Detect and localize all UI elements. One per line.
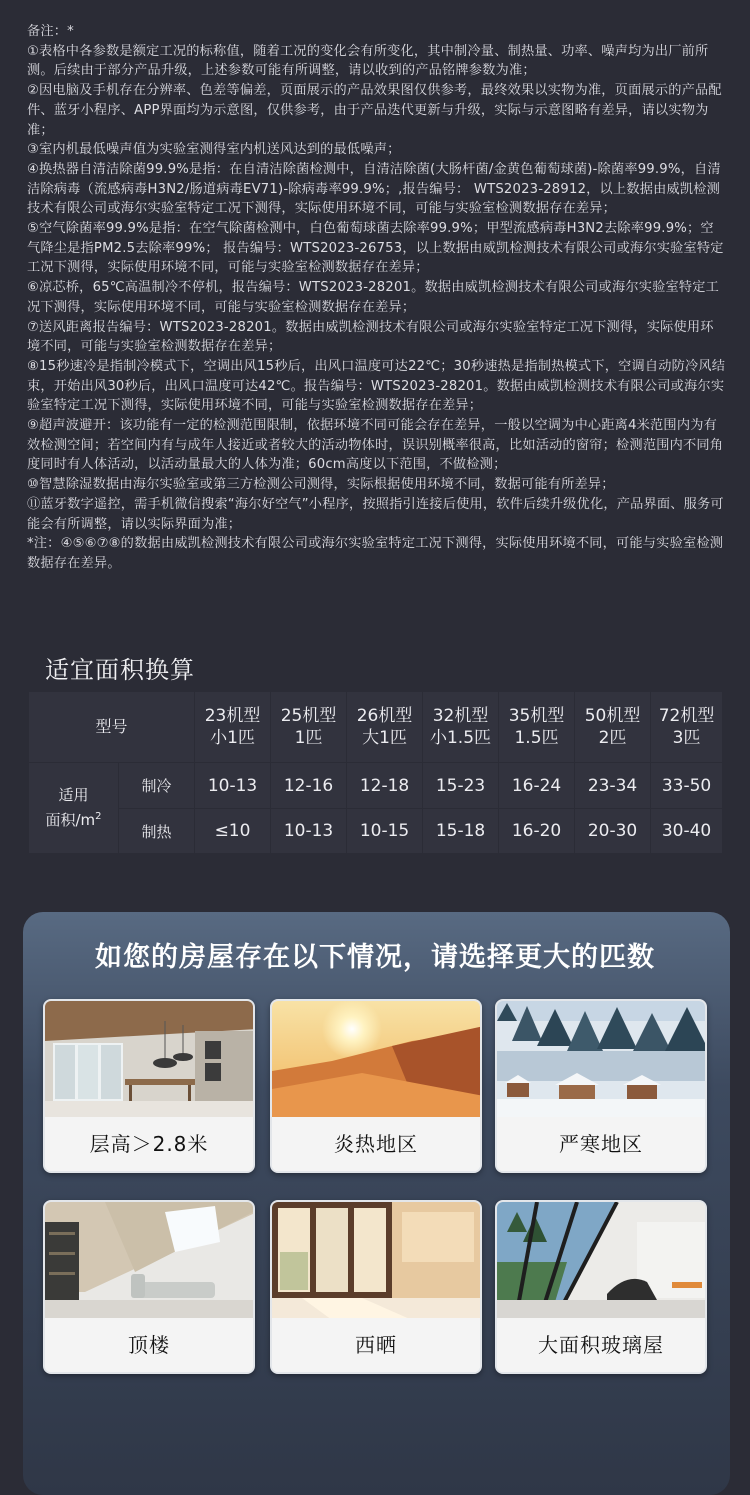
situation-label: 严寒地区 bbox=[497, 1117, 705, 1171]
situation-label: 西晒 bbox=[272, 1318, 480, 1372]
area-table bbox=[28, 691, 723, 854]
model-name: 32机型 bbox=[432, 706, 489, 726]
high-ceiling-photo bbox=[45, 1001, 253, 1119]
model-hp: 1.5匹 bbox=[514, 728, 559, 748]
cooling-value: 12-16 bbox=[271, 763, 347, 809]
heating-value: 16-20 bbox=[499, 809, 575, 854]
desert-photo bbox=[272, 1001, 480, 1119]
heating-label: 制热 bbox=[119, 809, 195, 854]
model-hp: 小1匹 bbox=[210, 728, 255, 748]
note-item: ⑪蓝牙数字遥控，需手机微信搜索“海尔好空气”小程序，按照指引连接后使用，软件后续升级优化，产品界面、服务可能会有所调整，请以实际界面为准； bbox=[27, 496, 724, 532]
model-header-cell: 型号 bbox=[29, 692, 195, 763]
model-name: 72机型 bbox=[658, 706, 715, 726]
sunlit-window-photo bbox=[272, 1202, 480, 1320]
glass-room-photo bbox=[497, 1202, 705, 1320]
situation-card-high-ceiling bbox=[43, 999, 255, 1173]
model-cell bbox=[651, 692, 723, 763]
situation-card-hot-region bbox=[270, 999, 482, 1173]
situation-card-glass-room bbox=[495, 1200, 707, 1374]
model-name: 26机型 bbox=[356, 706, 413, 726]
note-item: ①表格中各参数是额定工况的标称值，随着工况的变化会有所变化，其中制冷量、制热量、功率、噪声均为出厂前所测。后续由于部分产品升级，上述参数可能有所调整，请以收到的产品铭牌参数为准； bbox=[27, 43, 709, 79]
area-label-cell bbox=[29, 763, 119, 854]
note-item: ④换热器自清洁除菌99.9%是指：在自清洁除菌检测中，自清洁除菌(大肠杆菌/金黄色葡萄球菌)-除菌率99.9%，自清洁除病毒（流感病毒H3N2/肠道病毒EV71)-除病毒率99.9%；,报告编号： WTS2023-28912，以上数据由威凯检测技术有限公司或海尔实验室特定工况下测得，实际使用环境不同，可能与实验室检测数据存在差异； bbox=[27, 161, 721, 217]
cooling-value: 15-23 bbox=[423, 763, 499, 809]
note-item: ⑨超声波避开：该功能有一定的检测范围限制，依据环境不同可能会存在差异，一般以空调为中心距离4米范围内为有效检测空间；若空间内有与成年人接近或者较大的活动物体时，误识别概率很高，比如活动的窗帘；检测范围内不同角度同时有人体活动，以活动量最大的人体为准；60cm高度以下范围，不做检测； bbox=[27, 418, 724, 473]
cooling-value: 16-24 bbox=[499, 763, 575, 809]
model-hp: 3匹 bbox=[672, 728, 701, 748]
area-label-line2: 面积/m bbox=[45, 811, 96, 829]
situation-card-cold-region bbox=[495, 999, 707, 1173]
situation-label: 顶楼 bbox=[45, 1318, 253, 1372]
situation-label: 层高＞2.8米 bbox=[45, 1117, 253, 1171]
situation-label: 炎热地区 bbox=[272, 1117, 480, 1171]
note-item: ⑥凉芯桥，65℃高温制冷不停机，报告编号：WTS2023-28201。数据由威凯检测技术有限公司或海尔实验室特定工况下测得，实际使用环境不同，可能与实验室检测数据存在差异； bbox=[27, 280, 720, 315]
cooling-row bbox=[29, 763, 723, 809]
note-item: ⑤空气除菌率99.9%是指：在空气除菌检测中，白色葡萄球菌去除率99.9%；甲型流感病毒H3N2去除率99.9%；空气降尘是指PM2.5去除率99%； 报告编号：WTS2023-26753，以上数据由威凯检测技术有限公司或海尔实验室特定工况下测得，实际使用环境不同，可能与实验室检测数据存在差异； bbox=[27, 221, 724, 276]
situation-card-west-sun bbox=[270, 1200, 482, 1374]
area-section-title: 适宜面积换算 bbox=[45, 656, 195, 684]
area-label-sup: 2 bbox=[95, 811, 102, 822]
situation-label: 大面积玻璃屋 bbox=[497, 1318, 705, 1372]
model-hp: 2匹 bbox=[598, 728, 627, 748]
heating-value: ≤10 bbox=[195, 809, 271, 854]
cooling-label: 制冷 bbox=[119, 763, 195, 809]
heating-value: 15-18 bbox=[423, 809, 499, 854]
cooling-value: 33-50 bbox=[651, 763, 723, 809]
model-cell bbox=[271, 692, 347, 763]
heating-value: 10-13 bbox=[271, 809, 347, 854]
model-cell bbox=[347, 692, 423, 763]
model-name: 35机型 bbox=[508, 706, 565, 726]
attic-room-photo bbox=[45, 1202, 253, 1320]
table-header-row bbox=[29, 692, 723, 763]
heating-value: 20-30 bbox=[575, 809, 651, 854]
note-item: ②因电脑及手机存在分辨率、色差等偏差，页面展示的产品效果图仅供参考，最终效果以实物为准，页面展示的产品配件、蓝牙小程序、APP界面均为示意图，仅供参考，由于产品迭代更新与升级，实际与示意图略有差异，请以实物为准； bbox=[27, 83, 722, 138]
model-name: 25机型 bbox=[280, 706, 337, 726]
snow-forest-photo bbox=[497, 1001, 705, 1119]
cooling-value: 23-34 bbox=[575, 763, 651, 809]
model-cell bbox=[499, 692, 575, 763]
heating-value: 30-40 bbox=[651, 809, 723, 854]
heating-value: 10-15 bbox=[347, 809, 423, 854]
situation-card-top-floor bbox=[43, 1200, 255, 1374]
note-item: ⑩智慧除湿数据由海尔实验室或第三方检测公司测得，实际根据使用环境不同，数据可能有所差异； bbox=[27, 477, 615, 493]
model-name: 50机型 bbox=[584, 706, 641, 726]
model-hp: 1匹 bbox=[294, 728, 323, 748]
note-item: ③室内机最低噪声值为实验室测得室内机送风达到的最低噪声； bbox=[27, 142, 401, 158]
model-cell bbox=[575, 692, 651, 763]
area-label-line1: 适用 bbox=[58, 786, 89, 804]
note-item: ⑦送风距离报告编号：WTS2023-28201。数据由威凯检测技术有限公司或海尔实验室特定工况下测得，实际使用环境不同，可能与实验室检测数据存在差异； bbox=[27, 319, 714, 355]
notes-section bbox=[27, 22, 727, 574]
cooling-value: 12-18 bbox=[347, 763, 423, 809]
model-name: 23机型 bbox=[204, 706, 261, 726]
note-footer: *注：④⑤⑥⑦⑧的数据由威凯检测技术有限公司或海尔实验室特定工况下测得，实际使用环境不同，可能与实验室检测数据存在差异。 bbox=[27, 536, 724, 571]
model-cell bbox=[423, 692, 499, 763]
model-hp: 大1匹 bbox=[362, 728, 407, 748]
model-hp: 小1.5匹 bbox=[429, 728, 492, 748]
note-item: ⑧15秒速冷是指制冷模式下，空调出风15秒后，出风口温度可达22℃；30秒速热是指制热模式下，空调自动防冷风结束，开始出风30秒后，出风口温度可达42℃。报告编号：WTS2023-28201。数据由威凯检测技术有限公司或海尔实验室特定工况下测得，实际使用环境不同，可能与实验室检测数据存在差异； bbox=[27, 358, 726, 414]
cooling-value: 10-13 bbox=[195, 763, 271, 809]
notes-heading: 备注：* bbox=[27, 24, 74, 39]
situations-title: 如您的房屋存在以下情况，请选择更大的匹数 bbox=[95, 942, 655, 973]
heating-row bbox=[29, 809, 723, 854]
model-cell bbox=[195, 692, 271, 763]
